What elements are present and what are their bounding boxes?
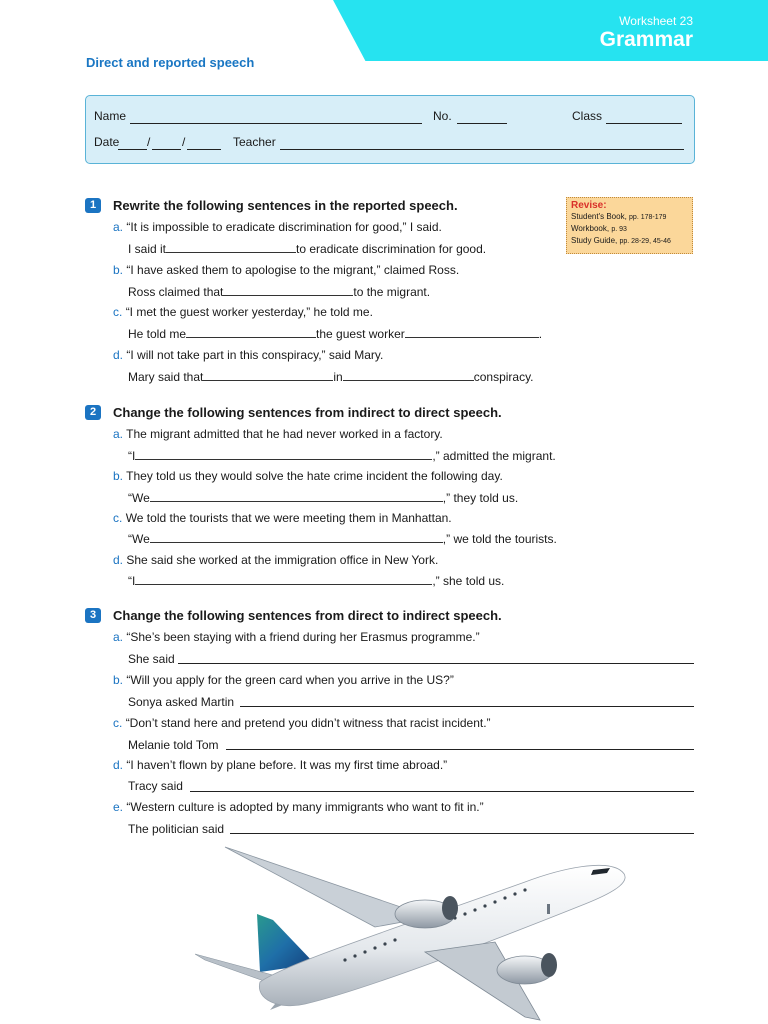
answer-blank[interactable] bbox=[150, 531, 443, 543]
section-3-item-a: a. “She’s been staying with a friend during her Erasmus programme.” bbox=[113, 630, 480, 644]
revise-line-2: Workbook, p. 93 bbox=[571, 224, 627, 233]
number-field[interactable] bbox=[457, 123, 507, 124]
date-month-field[interactable] bbox=[152, 149, 181, 150]
answer-blank[interactable] bbox=[150, 490, 443, 502]
answer-line-c[interactable] bbox=[226, 749, 694, 750]
section-1-number: 1 bbox=[85, 198, 101, 213]
banner-corner bbox=[333, 0, 425, 61]
section-2-number: 2 bbox=[85, 405, 101, 420]
answer-line-e[interactable] bbox=[230, 833, 694, 834]
section-1-answer-c: He told me the guest worker . bbox=[128, 327, 543, 341]
class-label: Class bbox=[572, 109, 603, 123]
answer-blank[interactable] bbox=[405, 326, 539, 338]
page-title: Direct and reported speech bbox=[86, 55, 255, 70]
date-year-field[interactable] bbox=[187, 149, 221, 150]
section-1-item-d: d. “I will not take part in this conspiracy,” said Mary. bbox=[113, 348, 384, 362]
answer-blank[interactable] bbox=[135, 448, 432, 460]
answer-blank[interactable] bbox=[166, 241, 296, 253]
student-info-box bbox=[85, 95, 695, 164]
answer-blank[interactable] bbox=[203, 369, 333, 381]
header-banner bbox=[363, 0, 768, 61]
date-slash-1: / bbox=[147, 135, 151, 149]
section-3-item-d: d. “I haven’t flown by plane before. It was my first time abroad.” bbox=[113, 758, 448, 772]
section-1-item-a: a. “It is impossible to eradicate discrimination for good,” I said. bbox=[113, 220, 442, 234]
section-2-item-d: d. She said she worked at the immigration office in New York. bbox=[113, 553, 439, 567]
section-1-item-c: c. “I met the guest worker yesterday,” he told me. bbox=[113, 305, 373, 319]
revise-line-1: Student's Book, pp. 178-179 bbox=[571, 212, 667, 221]
section-3-item-e: e. “Western culture is adopted by many immigrants who want to fit in.” bbox=[113, 800, 484, 814]
section-3-item-b: b. “Will you apply for the green card when you arrive in the US?” bbox=[113, 673, 454, 687]
number-label: No. bbox=[433, 109, 452, 123]
answer-line-b[interactable] bbox=[240, 706, 694, 707]
section-3-prompt-e: The politician said bbox=[128, 822, 225, 836]
answer-line-a[interactable] bbox=[178, 663, 694, 664]
section-2-item-b: b. They told us they would solve the hate crime incident the following day. bbox=[113, 469, 503, 483]
section-2-item-a: a. The migrant admitted that he had never worked in a factory. bbox=[113, 427, 443, 441]
revise-line-3: Study Guide, pp. 28-29, 45-46 bbox=[571, 236, 671, 245]
section-2-answer-c: “We ,” we told the tourists. bbox=[128, 532, 557, 546]
section-3-prompt-a: She said bbox=[128, 652, 175, 666]
section-3-item-c: c. “Don’t stand here and pretend you didn’t witness that racist incident.” bbox=[113, 716, 491, 730]
airplane-image bbox=[195, 842, 635, 1024]
answer-blank[interactable] bbox=[186, 326, 316, 338]
worksheet-label: Worksheet 23 bbox=[619, 14, 693, 28]
section-2-answer-a: “I ,” admitted the migrant. bbox=[128, 449, 556, 463]
section-3-heading: Change the following sentences from direct to indirect speech. bbox=[113, 608, 502, 623]
section-1-answer-a: I said it to eradicate discrimination for good. bbox=[128, 242, 487, 256]
date-day-field[interactable] bbox=[118, 149, 147, 150]
answer-blank[interactable] bbox=[343, 369, 474, 381]
answer-line-d[interactable] bbox=[190, 791, 694, 792]
section-3-prompt-b: Sonya asked Martin bbox=[128, 695, 235, 709]
teacher-label: Teacher bbox=[233, 135, 276, 149]
section-2-item-c: c. We told the tourists that we were meeting them in Manhattan. bbox=[113, 511, 452, 525]
section-1-item-b: b. “I have asked them to apologise to the migrant,” claimed Ross. bbox=[113, 263, 460, 277]
revise-note bbox=[566, 197, 693, 254]
date-label: Date bbox=[94, 135, 120, 149]
section-2-heading: Change the following sentences from indirect to direct speech. bbox=[113, 405, 502, 420]
teacher-field[interactable] bbox=[280, 149, 684, 150]
section-3-number: 3 bbox=[85, 608, 101, 623]
answer-blank[interactable] bbox=[223, 284, 353, 296]
name-field[interactable] bbox=[130, 123, 422, 124]
date-slash-2: / bbox=[182, 135, 186, 149]
section-3-prompt-d: Tracy said bbox=[128, 779, 183, 793]
answer-blank[interactable] bbox=[135, 573, 432, 585]
subject-title: Grammar bbox=[599, 28, 693, 51]
section-2-answer-b: “We ,” they told us. bbox=[128, 491, 519, 505]
class-field[interactable] bbox=[606, 123, 682, 124]
name-label: Name bbox=[94, 109, 127, 123]
section-1-answer-b: Ross claimed that to the migrant. bbox=[128, 285, 431, 299]
section-3-prompt-c: Melanie told Tom bbox=[128, 738, 219, 752]
section-2-answer-d: “I ,” she told us. bbox=[128, 574, 505, 588]
section-1-heading: Rewrite the following sentences in the reported speech. bbox=[113, 198, 458, 213]
section-1-answer-d: Mary said that in conspiracy. bbox=[128, 370, 534, 384]
revise-title: Revise: bbox=[571, 200, 607, 211]
